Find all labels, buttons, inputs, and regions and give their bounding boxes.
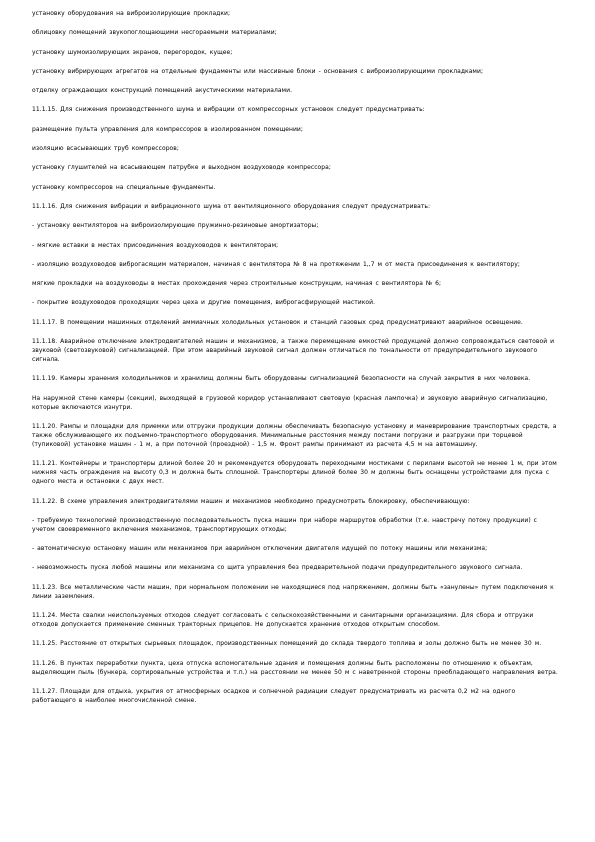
paragraph-9: установку глушителей на всасывающем патрубке и выходном воздуховоде компрессора; [32,164,331,172]
section-11-1-21: 11.1.21. Контейнеры и транспортеры длиной более 20 м рекомендуется оборудовать переходными мостиками с перилами высотой не менее 1 м, при этом нижняя часть ограждения на высоту 0,3 м должна быть сплошной. Транспортеры длиной более 30 м должны быть оснащены устройствами для пуска с одного места и остановки с двух мест. [32,460,557,486]
paragraph-26: - невозможность пуска любой машины или механизма со щита управления без предварительной подачи предупредительного звукового сигнала. [32,564,523,572]
section-11-1-17: 11.1.17. В помещении машинных отделений аммиачных холодильных установок и станций газовых сред предусматривают аварийное освещение. [32,318,523,326]
section-11-1-24: 11.1.24. Места свалки неиспользуемых отходов следует согласовать с сельскохозяйственными и санитарными организациями. Для сбора и отгрузки отходов допускается применение сменных тракторных прицепов. Не допускается хранение отходов открытым способом. [32,612,534,629]
paragraph-24: - требуемую технологией производственную последовательность пуска машин при наборе маршрутов обработки (т.е. навстречу потоку продукции) с учетом своевременного включения механизмов, транспортирующих отходы; [32,516,538,533]
paragraph-8: изоляцию всасывающих труб компрессоров; [32,145,179,153]
paragraph-5: отделку ограждающих конструкций помещений акустическими материалами. [32,87,293,95]
section-11-1-20: 11.1.20. Рампы и площадки для приемки или отгрузки продукции должны обеспечивать безопасную установку и маневрирование транспортных средств, а также обслуживающего их подъемно-транспортного оборудования. Минимальные расстояния между постами погрузки и разгрузки при торцевой (тупиковой) установке машин - 1 м, а при поточной (проездной) - 1,5 м. Фронт рампы принимают из расчета 4,5 м на автомашину. [32,422,557,448]
paragraph-16: - покрытие воздуховодов проходящих через цеха и другие помещения, виброгасфирующей мастикой. [32,299,376,307]
paragraph-4: установку вибрирующих агрегатов на отдельные фундаменты или массивные блоки - основания с виброизолирующими прокладками; [32,67,484,75]
paragraph-25: - автоматическую остановку машин или механизмов при аварийном отключении двигателя идущей по потоку машины или механизма; [32,545,488,553]
paragraph-15: мягкие прокладки на воздуховоды в местах прохождения через строительные конструкции, начиная с вентилятора № 6; [32,280,442,288]
paragraph-12: - установку вентиляторов на виброизолирующие пружинно-резиновые амортизаторы; [32,222,319,230]
paragraph-7: размещение пульта управления для компрессоров в изолированном помещении; [32,125,303,133]
section-11-1-26: 11.1.26. В пунктах переработки пункта, цеха отпуска вспомогательные здания и помещения должны быть расположены по отношению к объектам, выделяющим пыль (бункера, сортировальные устройства и т.п.) на расстоянии не менее 50 м с наветренной стороны преобладающего направления ветра. [32,659,558,676]
paragraph-10: установку компрессоров на специальные фундаменты. [32,183,216,191]
section-11-1-18: 11.1.18. Аварийное отключение электродвигателей машин и механизмов, а также перемещение емкостей продукцией должно сопровождаться световой и звуковой (светозвуковой) сигнализацией. При этом аварийный звуковой сигнал должен отличаться по тональности от предупредительного звукового сигнала. [32,338,555,364]
paragraph-3: установку шумоизолирующих экранов, перегородок, кущее; [32,48,233,56]
section-11-1-27: 11.1.27. Площади для отдыха, укрытия от атмосферных осадков и солнечной радиации следует предусматривать из расчета 0,2 м2 на одного работающего в наиболее многочисленной смене. [32,687,516,704]
paragraph-13: - мягкие вставки в местах присоединения воздуховодов к вентиляторам; [32,241,279,249]
section-11-1-15: 11.1.15. Для снижения производственного шума и вибрации от компрессорных установок следует предусматривать: [32,106,425,114]
section-11-1-16: 11.1.16. Для снижения вибрации и вибрационного шума от вентиляционного оборудования следует предусматривать: [32,202,431,210]
paragraph-14: - изоляцию воздуховодов виброгасящим материалом, начиная с вентилятора № 8 на протяжении 1,,7 м от места присоединения к вентилятору; [32,260,520,268]
section-11-1-25: 11.1.25. Расстояние от открытых сырьевых площадок, производственных помещений до склада твердого топлива и золы должно быть не менее 30 м. [32,640,542,648]
section-11-1-19: 11.1.19. Камеры хранения холодильников и хранилищ должны быть оборудованы сигнализацией безопасности на случай закрытия в них человека. [32,375,531,383]
paragraph-2: облицовку помещений звукопоглощающими несгораемыми материалами; [32,29,277,37]
paragraph-1: установку оборудования на виброизолирующие прокладки; [32,10,231,17]
section-11-1-22: 11.1.22. В схеме управления электродвигателями машин и механизмов необходимо предусмотреть блокировку, обеспечивающую: [32,497,470,505]
section-11-1-23: 11.1.23. Все металлические части машин, при нормальном положении не находящиеся под напряжением, должны быть «занулены» путем подключения к линии заземления. [32,583,554,600]
paragraph-20: На наружной стене камеры (секции), выходящей в грузовой коридор устанавливают световую (красная лампочка) и звуковую аварийную сигнализацию, которые включаются изнутри. [32,394,548,411]
